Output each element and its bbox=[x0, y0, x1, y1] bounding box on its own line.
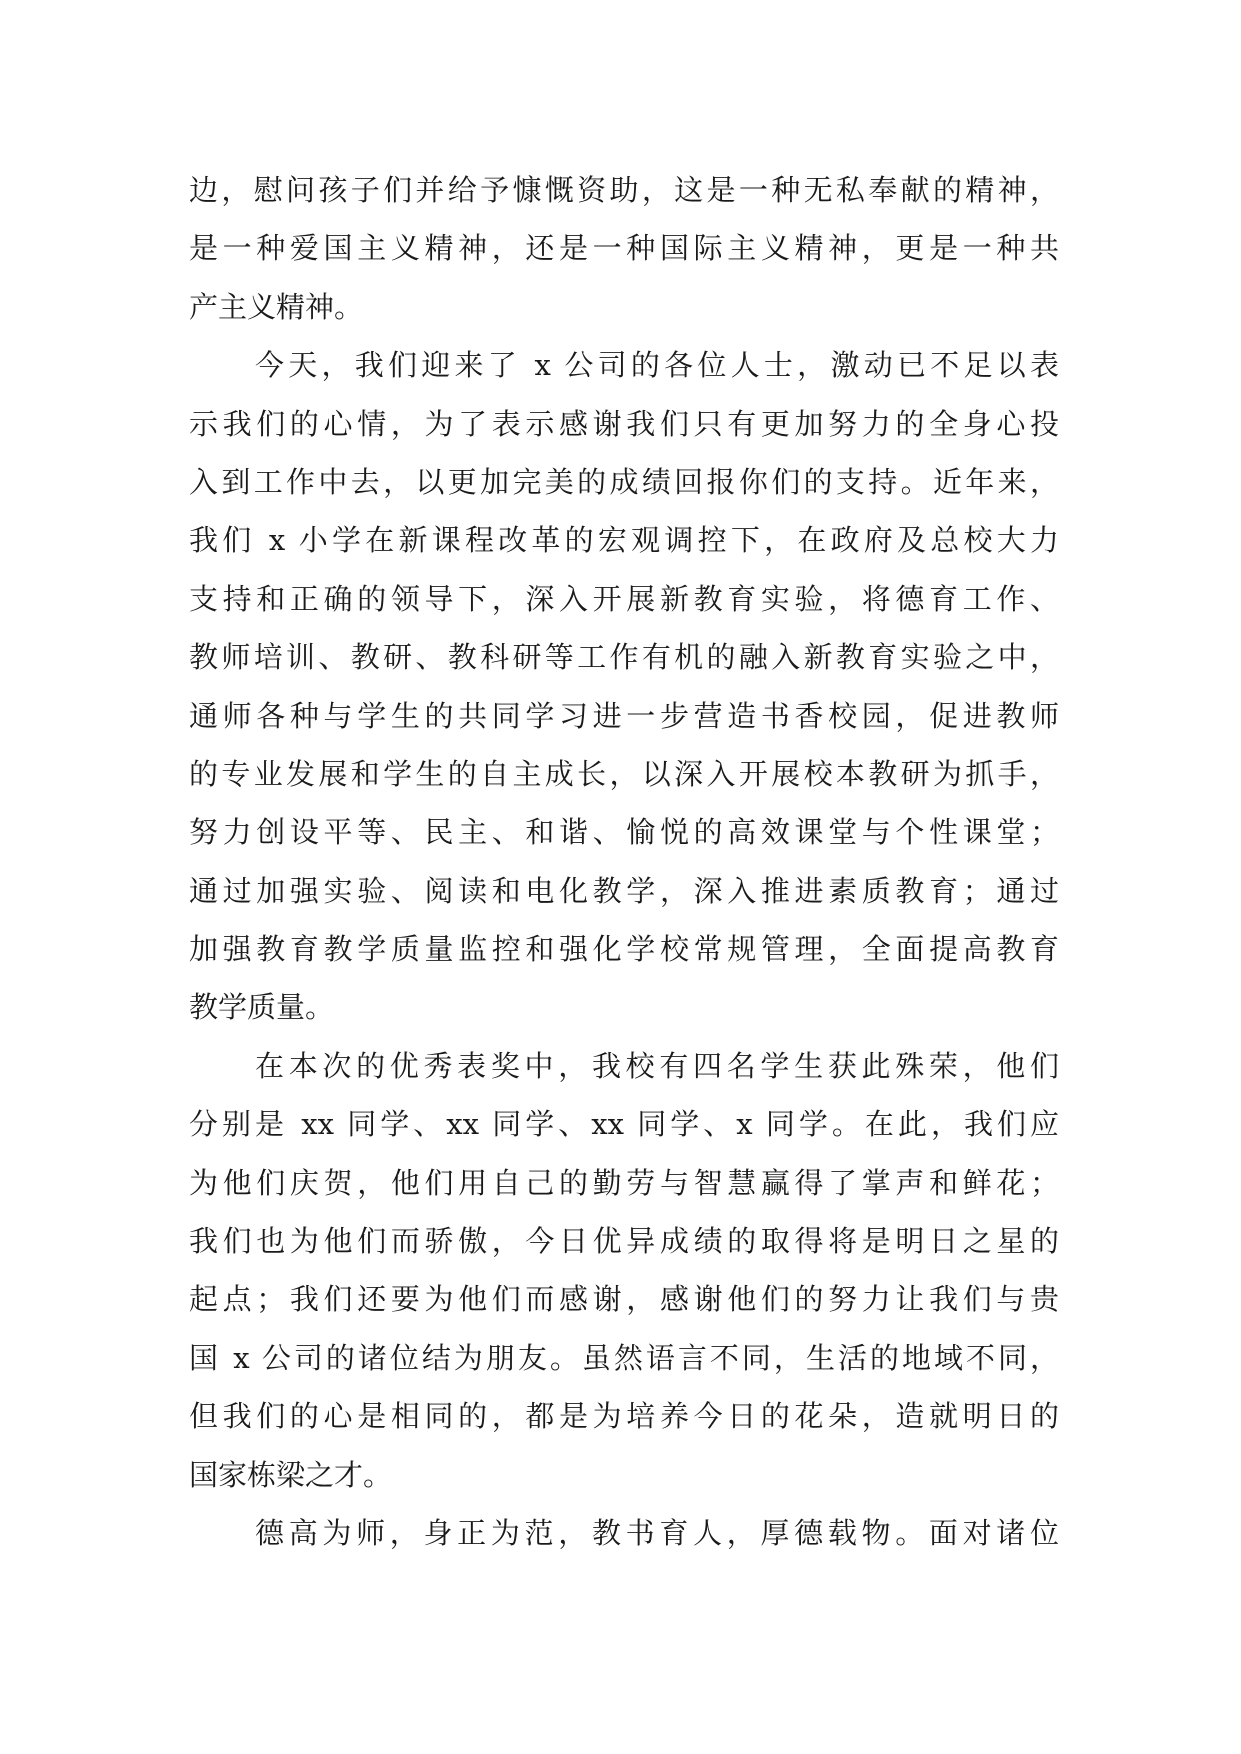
text-line: 支持和正确的领导下，深入开展新教育实验，将德育工作、 bbox=[189, 581, 1059, 616]
text-line: 教学质量。 bbox=[189, 990, 335, 1025]
text-line: 我们 x 小学在新课程改革的宏观调控下，在政府及总校大力 bbox=[189, 523, 1059, 558]
text-line: 教师培训、教研、教科研等工作有机的融入新教育实验之中， bbox=[189, 640, 1059, 675]
text-line: 示我们的心情，为了表示感谢我们只有更加努力的全身心投 bbox=[189, 406, 1059, 441]
text-line: 起点；我们还要为他们而感谢，感谢他们的努力让我们与贵 bbox=[189, 1282, 1059, 1317]
text-line: 国家栋梁之才。 bbox=[189, 1457, 393, 1492]
paragraph-first-line: 德高为师，身正为范，教书育人，厚德载物。面对诸位 bbox=[255, 1515, 1059, 1550]
text-line: 为他们庆贺，他们用自己的勤劳与智慧赢得了掌声和鲜花； bbox=[189, 1165, 1059, 1200]
text-line: 边，慰问孩子们并给予慷慨资助，这是一种无私奉献的精神， bbox=[189, 173, 1059, 207]
text-line: 但我们的心是相同的，都是为培养今日的花朵，造就明日的 bbox=[189, 1399, 1059, 1434]
text-line: 通过加强实验、阅读和电化教学，深入推进素质教育；通过 bbox=[189, 873, 1059, 908]
text-line: 产主义精神。 bbox=[189, 289, 364, 324]
text-line: 的专业发展和学生的自主成长，以深入开展校本教研为抓手， bbox=[189, 756, 1059, 791]
paragraph-first-line: 在本次的优秀表奖中，我校有四名学生获此殊荣，他们 bbox=[255, 1048, 1059, 1083]
body-text bbox=[189, 161, 1059, 1562]
text-line: 加强教育教学质量监控和强化学校常规管理，全面提高教育 bbox=[189, 932, 1059, 967]
text-line: 分别是 xx 同学、xx 同学、xx 同学、x 同学。在此，我们应 bbox=[189, 1107, 1059, 1142]
text-line: 国 x 公司的诸位结为朋友。虽然语言不同，生活的地域不同， bbox=[189, 1340, 1059, 1375]
text-line: 通师各种与学生的共同学习进一步营造书香校园，促进教师 bbox=[189, 698, 1059, 733]
text-line: 我们也为他们而骄傲，今日优异成绩的取得将是明日之星的 bbox=[189, 1224, 1059, 1259]
text-line: 是一种爱国主义精神，还是一种国际主义精神，更是一种共 bbox=[189, 231, 1059, 266]
text-line: 努力创设平等、民主、和谐、愉悦的高效课堂与个性课堂； bbox=[189, 815, 1059, 850]
text-line: 入到工作中去，以更加完美的成绩回报你们的支持。近年来， bbox=[189, 464, 1059, 499]
paragraph-first-line: 今天，我们迎来了 x 公司的各位人士，激动已不足以表 bbox=[255, 348, 1059, 383]
